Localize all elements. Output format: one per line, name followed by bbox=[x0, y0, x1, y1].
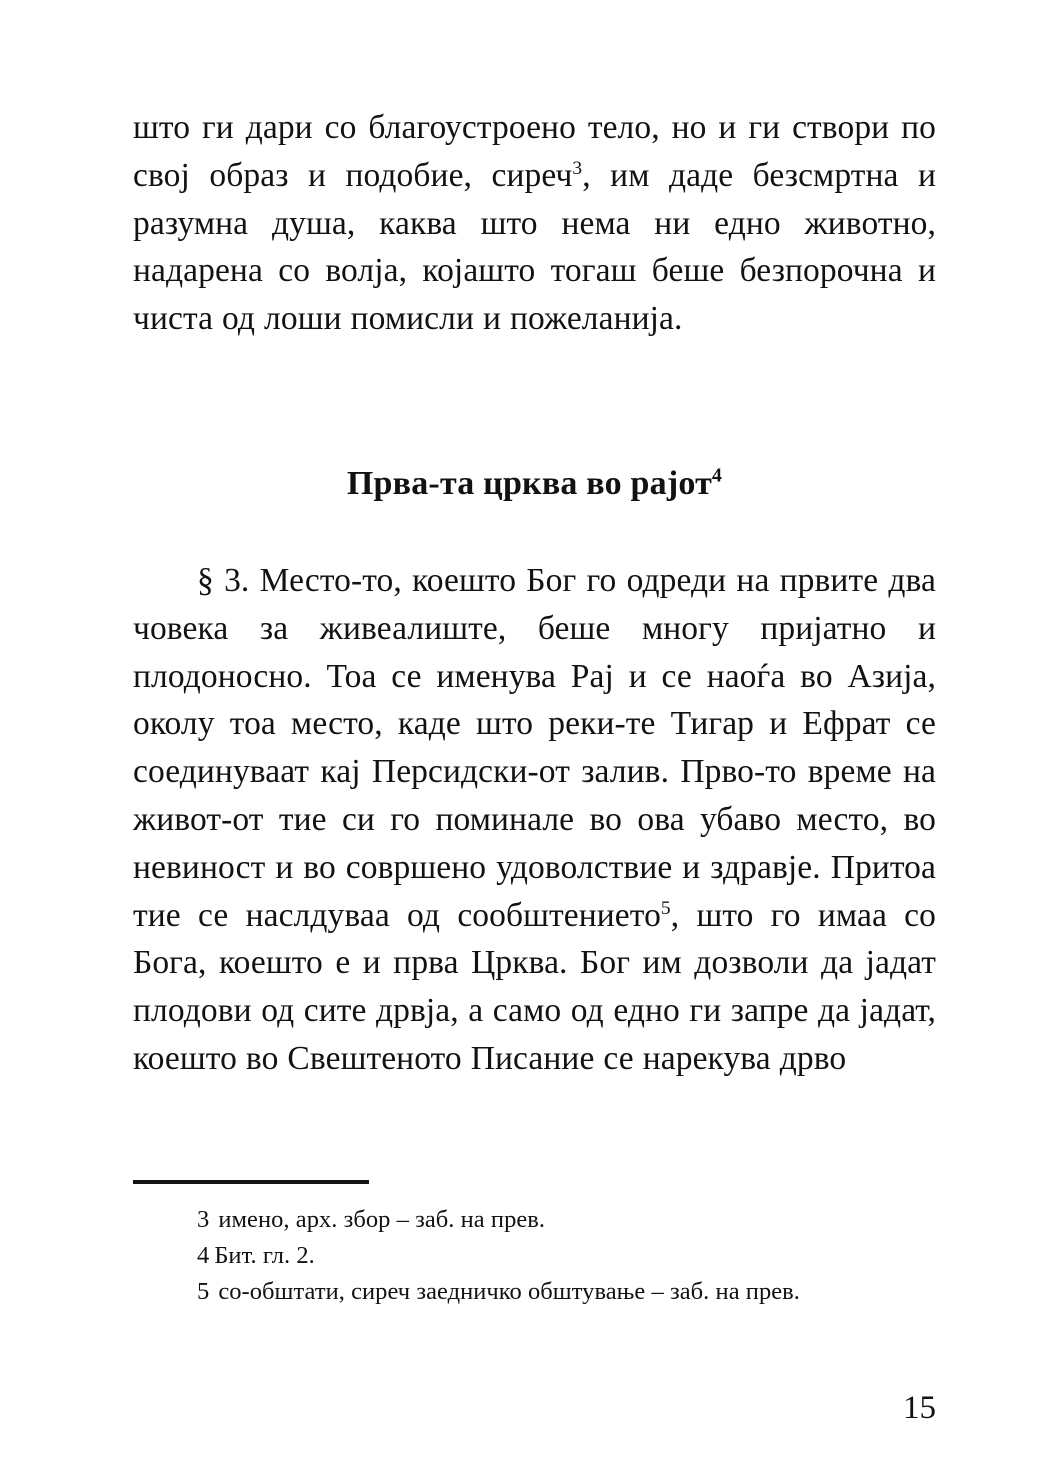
page-number: 15 bbox=[903, 1390, 936, 1426]
section-heading-text: Прва-та црква во рајот bbox=[346, 464, 713, 502]
footnote-number: 4 bbox=[197, 1242, 210, 1269]
section-paragraph bbox=[133, 557, 936, 1083]
footnote-number: 5 bbox=[197, 1278, 210, 1305]
footnote-marker-4: 4 bbox=[712, 464, 723, 487]
footnote-marker-3: 3 bbox=[572, 157, 583, 179]
footnote-item bbox=[133, 1238, 936, 1274]
section-heading bbox=[133, 463, 936, 505]
section-paragraph-part-1: § 3. Место-то, коешто Бог го одреди на првите два човека за живеалиште, беше многу пријатно и плодоносно. Тоа се именува Рај и се наоѓа во Азија, околу тоа место, каде што реки-те Тигар и Ефрат се соединуваат кај Персидски-от залив. Прво-то време на живот-от тие си го поминале во ова убаво место, во невиност и во совршено удоволствие и здравје. Притоа тие се наслдуваа од сообштението bbox=[133, 561, 936, 934]
heading-spacer-above bbox=[133, 343, 936, 463]
footnote-item bbox=[133, 1274, 936, 1310]
footnote-text: со-обштати, сиреч заедничко обштување – заб. на прев. bbox=[218, 1278, 800, 1305]
footnote-text: имено, арх. збор – заб. на прев. bbox=[218, 1206, 546, 1233]
footnote-area bbox=[133, 1180, 936, 1310]
section-paragraph-part-2: , што го имаа со Бога, коешто е и прва Црква. Бог им дозволи да јадат плодови од сите дрвја, а само од едно ги запре да јадат, коешто во Свештеното Писание се нарекува дрво bbox=[133, 896, 936, 1077]
footnote-separator-rule bbox=[133, 1180, 369, 1184]
footnote-text: Бит. гл. 2. bbox=[214, 1242, 315, 1269]
footnote-item bbox=[133, 1202, 936, 1238]
continued-paragraph bbox=[133, 104, 936, 343]
heading-spacer-below bbox=[133, 505, 936, 557]
footnote-marker-5: 5 bbox=[660, 897, 671, 919]
footnote-number: 3 bbox=[197, 1206, 210, 1233]
page-text-block bbox=[133, 104, 936, 1083]
continued-paragraph-rest: , им даде безсмртна и разумна душа, каква што нема ни едно животно, надарена со волја, којашто тогаш беше безпорочна и чиста од лоши помисли и пожеланија. bbox=[133, 156, 936, 338]
continued-paragraph-start: што ги дари со благоустроено тело, но и ги створи по свој образ и подобие, сиреч bbox=[133, 109, 936, 194]
